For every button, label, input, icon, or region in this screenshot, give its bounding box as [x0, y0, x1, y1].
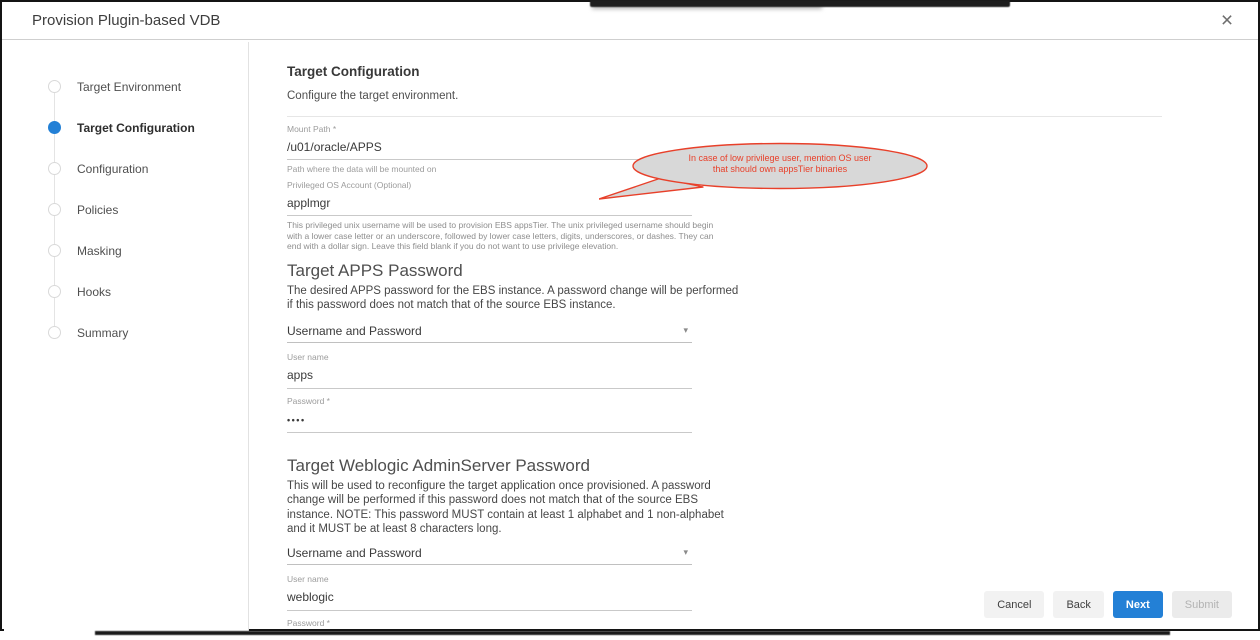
step-label: Target Configuration: [77, 120, 195, 135]
stepper-steps: [4, 42, 248, 353]
weblogic-password-label: Password *: [287, 617, 330, 628]
wizard-stepper-sidebar: [4, 42, 249, 631]
weblogic-password-description: This will be used to reconfigure the target application once provisioned. A password change will be performed if this password does not match that of the source EBS instance. NOTE: This password MUST contain at least 1 alphabet and 1 non-alphabet and it MUST be at least 8 characters long.: [287, 479, 724, 535]
close-icon[interactable]: ×: [1220, 9, 1234, 32]
back-button[interactable]: Back: [1053, 591, 1103, 618]
step-circle-icon: [48, 162, 61, 175]
step-masking[interactable]: [48, 230, 248, 271]
apps-credential-type-select[interactable]: [287, 321, 692, 343]
chevron-down-icon: ▾: [683, 547, 688, 557]
step-hooks[interactable]: [48, 271, 248, 312]
apps-password-heading: Target APPS Password: [287, 260, 463, 280]
step-summary[interactable]: [48, 312, 248, 353]
step-circle-icon: [48, 285, 61, 298]
step-circle-icon: [48, 80, 61, 93]
step-label: Hooks: [77, 284, 112, 299]
step-target-environment[interactable]: [48, 66, 248, 107]
apps-credential-type-value: Username and Password: [287, 323, 422, 338]
callout-text-line1: In case of low privilege user, mention OS user: [688, 153, 872, 163]
page-subtitle: Configure the target environment.: [287, 90, 459, 102]
background-window-top-edge: [590, 0, 1010, 7]
callout-text: [651, 153, 909, 175]
background-window-bottom-edge: [95, 631, 1170, 635]
step-circle-icon: [48, 326, 61, 339]
weblogic-credential-type-value: Username and Password: [287, 545, 422, 560]
apps-username-label: User name: [287, 351, 329, 362]
step-label: Summary: [77, 325, 129, 340]
step-circle-icon: [48, 244, 61, 257]
apps-password-field-group: [287, 396, 692, 433]
step-configuration[interactable]: [48, 148, 248, 189]
step-label: Target Environment: [77, 79, 182, 94]
privileged-os-label: Privileged OS Account (Optional): [287, 180, 412, 190]
apps-password-input[interactable]: [287, 412, 692, 427]
weblogic-username-input[interactable]: [287, 589, 692, 604]
chevron-down-icon: ▾: [683, 325, 688, 335]
step-target-configuration[interactable]: [48, 107, 248, 148]
dialog-footer: [984, 591, 1232, 618]
step-label: Policies: [77, 202, 119, 217]
step-circle-icon: [48, 203, 61, 216]
dialog-title: Provision Plugin-based VDB: [32, 12, 221, 29]
divider: [287, 116, 1162, 117]
apps-password-label: Password *: [287, 395, 330, 406]
wizard-content-panel: [287, 40, 1162, 640]
apps-username-field-group: [287, 352, 692, 389]
mount-path-label: Mount Path *: [287, 124, 337, 134]
step-label: Configuration: [77, 161, 149, 176]
apps-password-description: The desired APPS password for the EBS instance. A password change will be performed if this password does not match that of the source EBS instance.: [287, 284, 739, 311]
next-button[interactable]: Next: [1113, 591, 1163, 618]
apps-username-input[interactable]: [287, 367, 692, 382]
annotation-callout-bubble: [599, 142, 929, 204]
callout-text-line2: that should own appsTier binaries: [712, 164, 848, 174]
step-circle-icon-active: [48, 121, 61, 134]
page-title: Target Configuration: [287, 64, 420, 79]
cancel-button[interactable]: Cancel: [984, 591, 1044, 618]
mount-path-helper: Path where the data will be mounted on: [287, 164, 437, 174]
weblogic-password-heading: Target Weblogic AdminServer Password: [287, 455, 590, 475]
weblogic-password-field-group: [287, 618, 692, 640]
step-policies[interactable]: [48, 189, 248, 230]
submit-button[interactable]: Submit: [1172, 591, 1232, 618]
step-label: Masking: [77, 243, 122, 258]
weblogic-username-field-group: [287, 574, 692, 611]
privileged-os-helper: This privileged unix username will be used to provision EBS appsTier. The unix privileged username should begin with a lower case letter or an underscore, followed by lower case letters, digits, underscores, or dashes. They can end with a dollar sign. Leave this field blank if you do not want to use privilege elevation.: [287, 220, 714, 251]
weblogic-username-label: User name: [287, 573, 329, 584]
weblogic-credential-type-select[interactable]: [287, 543, 692, 565]
